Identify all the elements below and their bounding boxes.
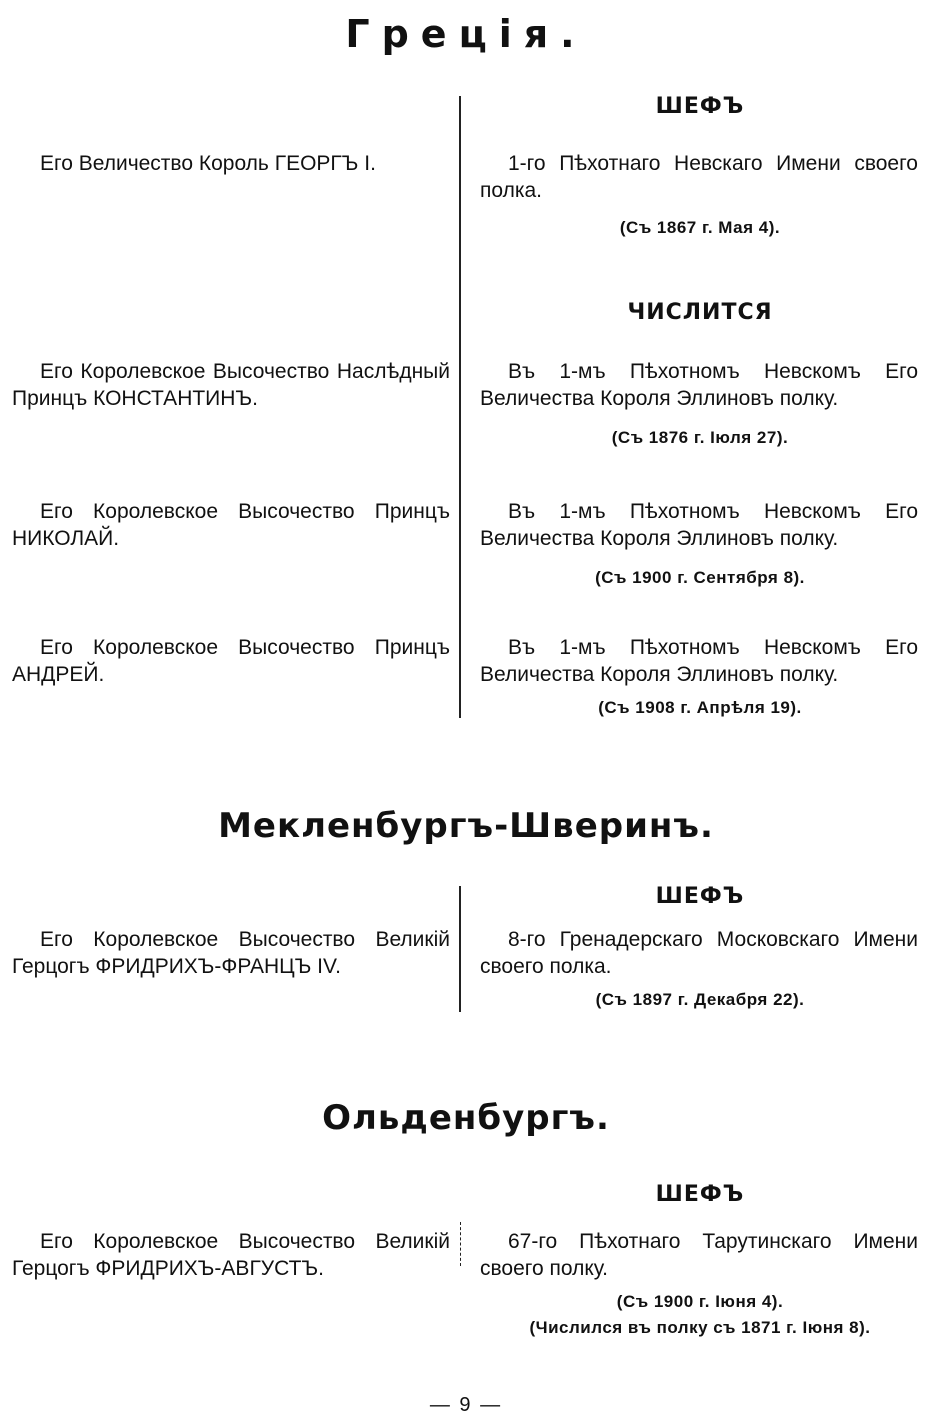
page-number: — 9 —	[429, 1394, 503, 1416]
entry-date: (Съ 1897 г. Декабря 22).	[595, 990, 805, 1009]
entry-person: Его Королевское Высочество Принцъ АНДРЕЙ.	[12, 636, 450, 686]
entry-regiment: Въ 1-мъ Пѣхотномъ Невскомъ Его Величества Короля Эллиновъ полку.	[480, 500, 918, 550]
header-chef: ШЕФЪ	[655, 94, 745, 119]
column-divider	[459, 886, 461, 1012]
entry-date: (Съ 1867 г. Мая 4).	[619, 218, 781, 237]
header-listed: ЧИСЛИТСЯ	[627, 300, 773, 325]
entry-person: Его Королевское Высочество Наслѣдный Принцъ КОНСТАНТИНЪ.	[12, 360, 450, 410]
header-chef: ШЕФЪ	[655, 884, 745, 909]
column-divider	[459, 96, 461, 718]
entry-date: (Съ 1900 г. Іюня 4).	[616, 1292, 784, 1311]
entry-regiment: Въ 1-мъ Пѣхотномъ Невскомъ Его Величества Короля Эллиновъ полку.	[480, 636, 918, 686]
entry-person: Его Величество Король ГЕОРГЪ I.	[40, 152, 376, 175]
column-divider	[460, 1222, 461, 1266]
entry-date: (Съ 1876 г. Іюля 27).	[611, 428, 789, 447]
entry-regiment: 8-го Гренадерскаго Московскаго Имени своего полка.	[480, 928, 918, 978]
entry-date: (Съ 1908 г. Апрѣля 19).	[598, 698, 802, 717]
header-chef: ШЕФЪ	[655, 1182, 745, 1207]
section-title-mecklenburg: Мекленбургъ-Шверинъ.	[218, 806, 714, 846]
entry-regiment: 67-го Пѣхотнаго Тарутинскаго Имени своего полку.	[480, 1230, 918, 1280]
entry-regiment: 1-го Пѣхотнаго Невскаго Имени своего полка.	[480, 152, 918, 202]
entry-person: Его Королевское Высочество Принцъ НИКОЛАЙ.	[12, 500, 450, 550]
entry-person: Его Королевское Высочество Великій Герцогъ ФРИДРИХЪ-ФРАНЦЪ IV.	[12, 928, 450, 978]
entry-date: (Съ 1900 г. Сентября 8).	[595, 568, 805, 587]
entry-person: Его Королевское Высочество Великій Герцогъ ФРИДРИХЪ-АВГУСТЪ.	[12, 1230, 450, 1280]
section-title-greece: Греція.	[345, 12, 587, 56]
entry-note: (Числился въ полку съ 1871 г. Іюня 8).	[529, 1318, 871, 1337]
section-title-oldenburg: Ольденбургъ.	[322, 1098, 610, 1138]
entry-regiment: Въ 1-мъ Пѣхотномъ Невскомъ Его Величества Короля Эллиновъ полку.	[480, 360, 918, 410]
